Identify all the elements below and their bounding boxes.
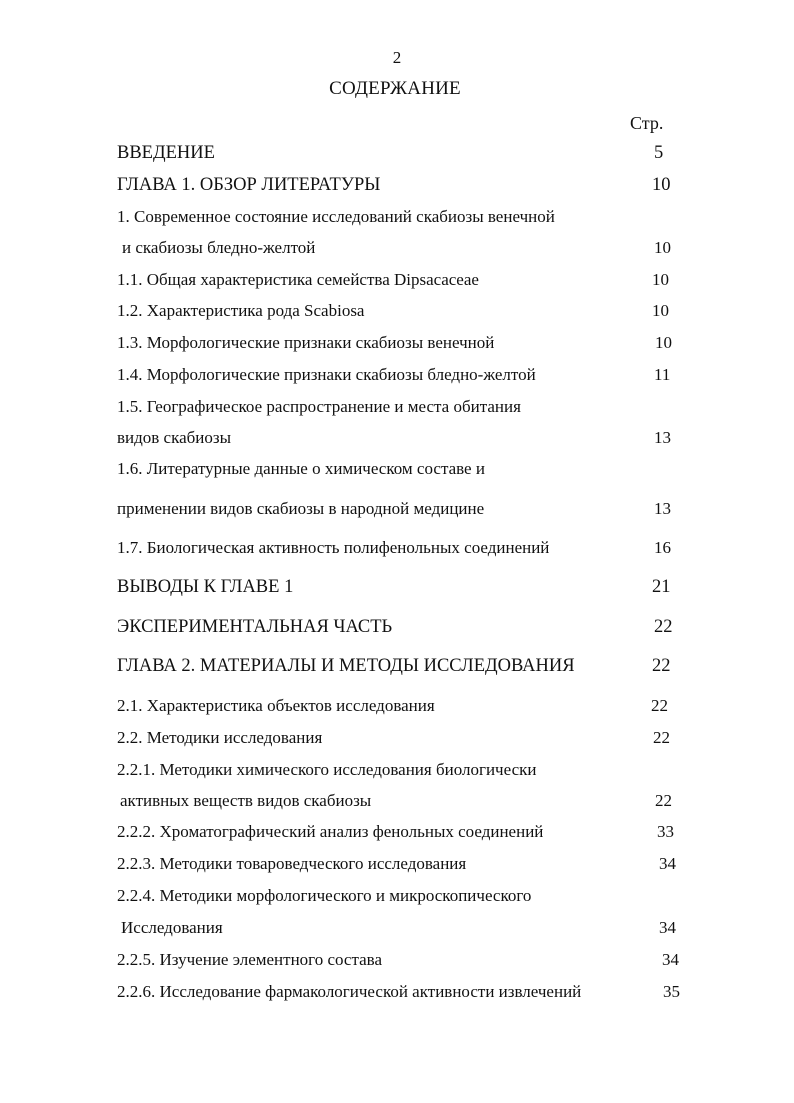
toc-entry-text: 1.3. Морфологические признаки скабиозы венечной (117, 333, 495, 352)
toc-entry-experimental (0, 615, 794, 639)
toc-entry-text: 1.5. Географическое распространение и места обитания (117, 397, 521, 416)
toc-entry-1-2 (0, 299, 794, 323)
toc-entry-page: 11 (654, 365, 671, 384)
page-number: 2 (392, 48, 402, 67)
toc-entry-introduction (0, 141, 794, 165)
toc-entry-text: и скабиозы бледно-желтой (122, 238, 316, 257)
toc-entry-page: 10 (652, 175, 671, 195)
toc-entry-text: 2.2.6. Исследование фармакологической активности извлечений (117, 982, 582, 1001)
toc-entry-page: 34 (662, 950, 679, 969)
toc-entry-text: 1.6. Литературные данные о химическом составе и (117, 459, 485, 478)
toc-entry-text: активных веществ видов скабиозы (120, 791, 372, 810)
toc-entry-1-5 (0, 395, 794, 419)
toc-entry-1-6-cont (0, 497, 794, 521)
toc-entry-text: 1.4. Морфологические признаки скабиозы бледно-желтой (117, 365, 536, 384)
page-column-header: Стр. (630, 113, 664, 133)
toc-entry-2-2-6 (0, 980, 794, 1004)
toc-entry-page: 13 (654, 499, 671, 518)
toc-entry-chapter-2 (0, 654, 794, 678)
toc-entry-1-5-cont (0, 426, 794, 450)
toc-entry-2-2-3 (0, 852, 794, 876)
toc-entry-text: применении видов скабиозы в народной медицине (117, 499, 485, 518)
toc-entry-2-2-2 (0, 820, 794, 844)
toc-entry-2-2-5 (0, 948, 794, 972)
toc-entry-section-1-cont (0, 236, 794, 260)
toc-entry-text: 2.2.4. Методики морфологического и микроскопического (117, 886, 532, 905)
toc-entry-text: 2.2.5. Изучение элементного состава (117, 950, 383, 969)
toc-entry-text: видов скабиозы (117, 428, 232, 447)
toc-entry-page: 21 (652, 577, 671, 597)
toc-entry-text: 2.2.1. Методики химического исследования биологически (117, 760, 537, 779)
toc-entry-text: 2.1. Характеристика объектов исследования (117, 696, 435, 715)
toc-entry-page: 10 (654, 238, 671, 257)
toc-entry-chapter-1 (0, 173, 794, 197)
toc-entry-page: 34 (659, 854, 676, 873)
toc-entry-text: 1.2. Характеристика рода Scabiosa (117, 301, 365, 320)
toc-entry-conclusions-1 (0, 575, 794, 599)
toc-entry-text: 2.2. Методики исследования (117, 728, 323, 747)
toc-entry-page: 5 (654, 143, 664, 163)
toc-entry-page: 16 (654, 538, 671, 557)
toc-entry-2-2-1-cont (0, 789, 794, 813)
toc-entry-text: ВЫВОДЫ К ГЛАВЕ 1 (117, 577, 294, 597)
toc-entry-1-6 (0, 457, 794, 481)
toc-entry-1-4 (0, 363, 794, 387)
toc-entry-page: 22 (652, 656, 671, 676)
toc-entry-text: 2.2.3. Методики товароведческого исследования (117, 854, 467, 873)
toc-entry-text: ГЛАВА 1. ОБЗОР ЛИТЕРАТУРЫ (117, 175, 381, 195)
toc-entry-page: 34 (659, 918, 676, 937)
toc-entry-page: 10 (652, 270, 669, 289)
toc-entry-page: 10 (655, 333, 672, 352)
toc-entry-1-1 (0, 268, 794, 292)
toc-entry-2-2 (0, 726, 794, 750)
toc-entry-text: 2.2.2. Хроматографический анализ фенольных соединений (117, 822, 544, 841)
toc-entry-page: 22 (655, 791, 672, 810)
toc-entry-page: 10 (652, 301, 669, 320)
toc-entry-page: 22 (654, 617, 673, 637)
toc-entry-2-2-1 (0, 758, 794, 782)
toc-entry-1-7 (0, 536, 794, 560)
toc-entry-text: ЭКСПЕРИМЕНТАЛЬНАЯ ЧАСТЬ (117, 617, 393, 637)
toc-entry-1-3 (0, 331, 794, 355)
toc-entry-text: ГЛАВА 2. МАТЕРИАЛЫ И МЕТОДЫ ИССЛЕДОВАНИЯ (117, 656, 575, 676)
toc-entry-page: 22 (651, 696, 668, 715)
toc-entry-page: 13 (654, 428, 671, 447)
toc-entry-2-2-4-cont (0, 916, 794, 940)
toc-entry-page: 35 (663, 982, 680, 1001)
toc-entry-text: 1.7. Биологическая активность полифенольных соединений (117, 538, 550, 557)
toc-entry-text: Исследования (121, 918, 223, 937)
toc-entry-2-1 (0, 694, 794, 718)
toc-entry-page: 33 (657, 822, 674, 841)
toc-title: СОДЕРЖАНИЕ (329, 78, 461, 99)
toc-entry-2-2-4 (0, 884, 794, 908)
toc-entry-page: 22 (653, 728, 670, 747)
toc-entry-section-1 (0, 205, 794, 229)
toc-entry-text: 1. Современное состояние исследований скабиозы венечной (117, 207, 555, 226)
toc-entry-text: 1.1. Общая характеристика семейства Dipsacaceae (117, 270, 479, 289)
toc-entry-text: ВВЕДЕНИЕ (117, 143, 215, 163)
